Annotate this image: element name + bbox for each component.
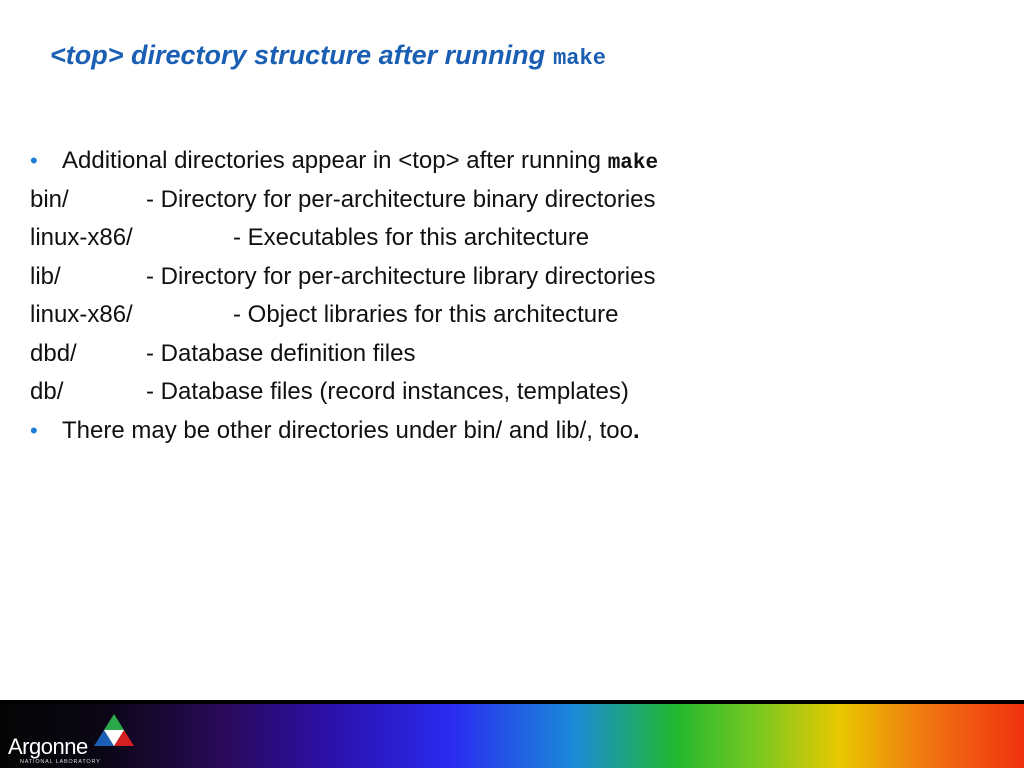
slide-title-text: <top> directory structure after running: [50, 40, 546, 70]
slide-body: [30, 142, 990, 450]
logo-subtext: NATIONAL LABORATORY: [20, 759, 101, 765]
bullet-item: [30, 142, 990, 181]
directory-description: - Directory for per-architecture binary directories: [146, 185, 656, 213]
bullet-suffix: .: [632, 416, 640, 444]
directory-entry: [30, 181, 990, 220]
argonne-logo: [8, 712, 148, 768]
directory-name: linux-x86/: [30, 301, 133, 328]
slide-title-code: make: [553, 46, 606, 71]
bullet-code: make: [607, 152, 659, 175]
directory-name: bin/: [30, 185, 69, 213]
logo-text: Argonne: [8, 734, 88, 759]
directory-description: - Object libraries for this architecture: [233, 301, 619, 328]
directory-entry: [30, 373, 990, 412]
directory-name: linux-x86/: [30, 224, 133, 251]
directory-entry: [30, 335, 990, 374]
directory-entry: [30, 258, 990, 297]
slide-title: [50, 40, 606, 71]
directory-name: dbd/: [30, 339, 77, 367]
bullet-text: There may be other directories under bin/ and lib/, too: [62, 416, 633, 444]
directory-name: lib/: [30, 262, 61, 290]
directory-description: - Directory for per-architecture library directories: [146, 262, 656, 290]
directory-name: db/: [30, 378, 64, 405]
bullet-item: [30, 412, 990, 451]
directory-entry: [30, 219, 990, 258]
argonne-triangle-icon: [94, 714, 134, 750]
bullet-dot: •: [30, 148, 38, 173]
bullet-text: Additional directories appear in <top> after running: [62, 147, 608, 174]
directory-description: - Database definition files: [146, 339, 416, 367]
footer-banner: [0, 700, 1024, 768]
directory-description: - Database files (record instances, templates): [146, 378, 629, 405]
directory-entry: [30, 296, 990, 335]
directory-description: - Executables for this architecture: [233, 224, 590, 251]
bullet-dot: •: [30, 417, 38, 443]
